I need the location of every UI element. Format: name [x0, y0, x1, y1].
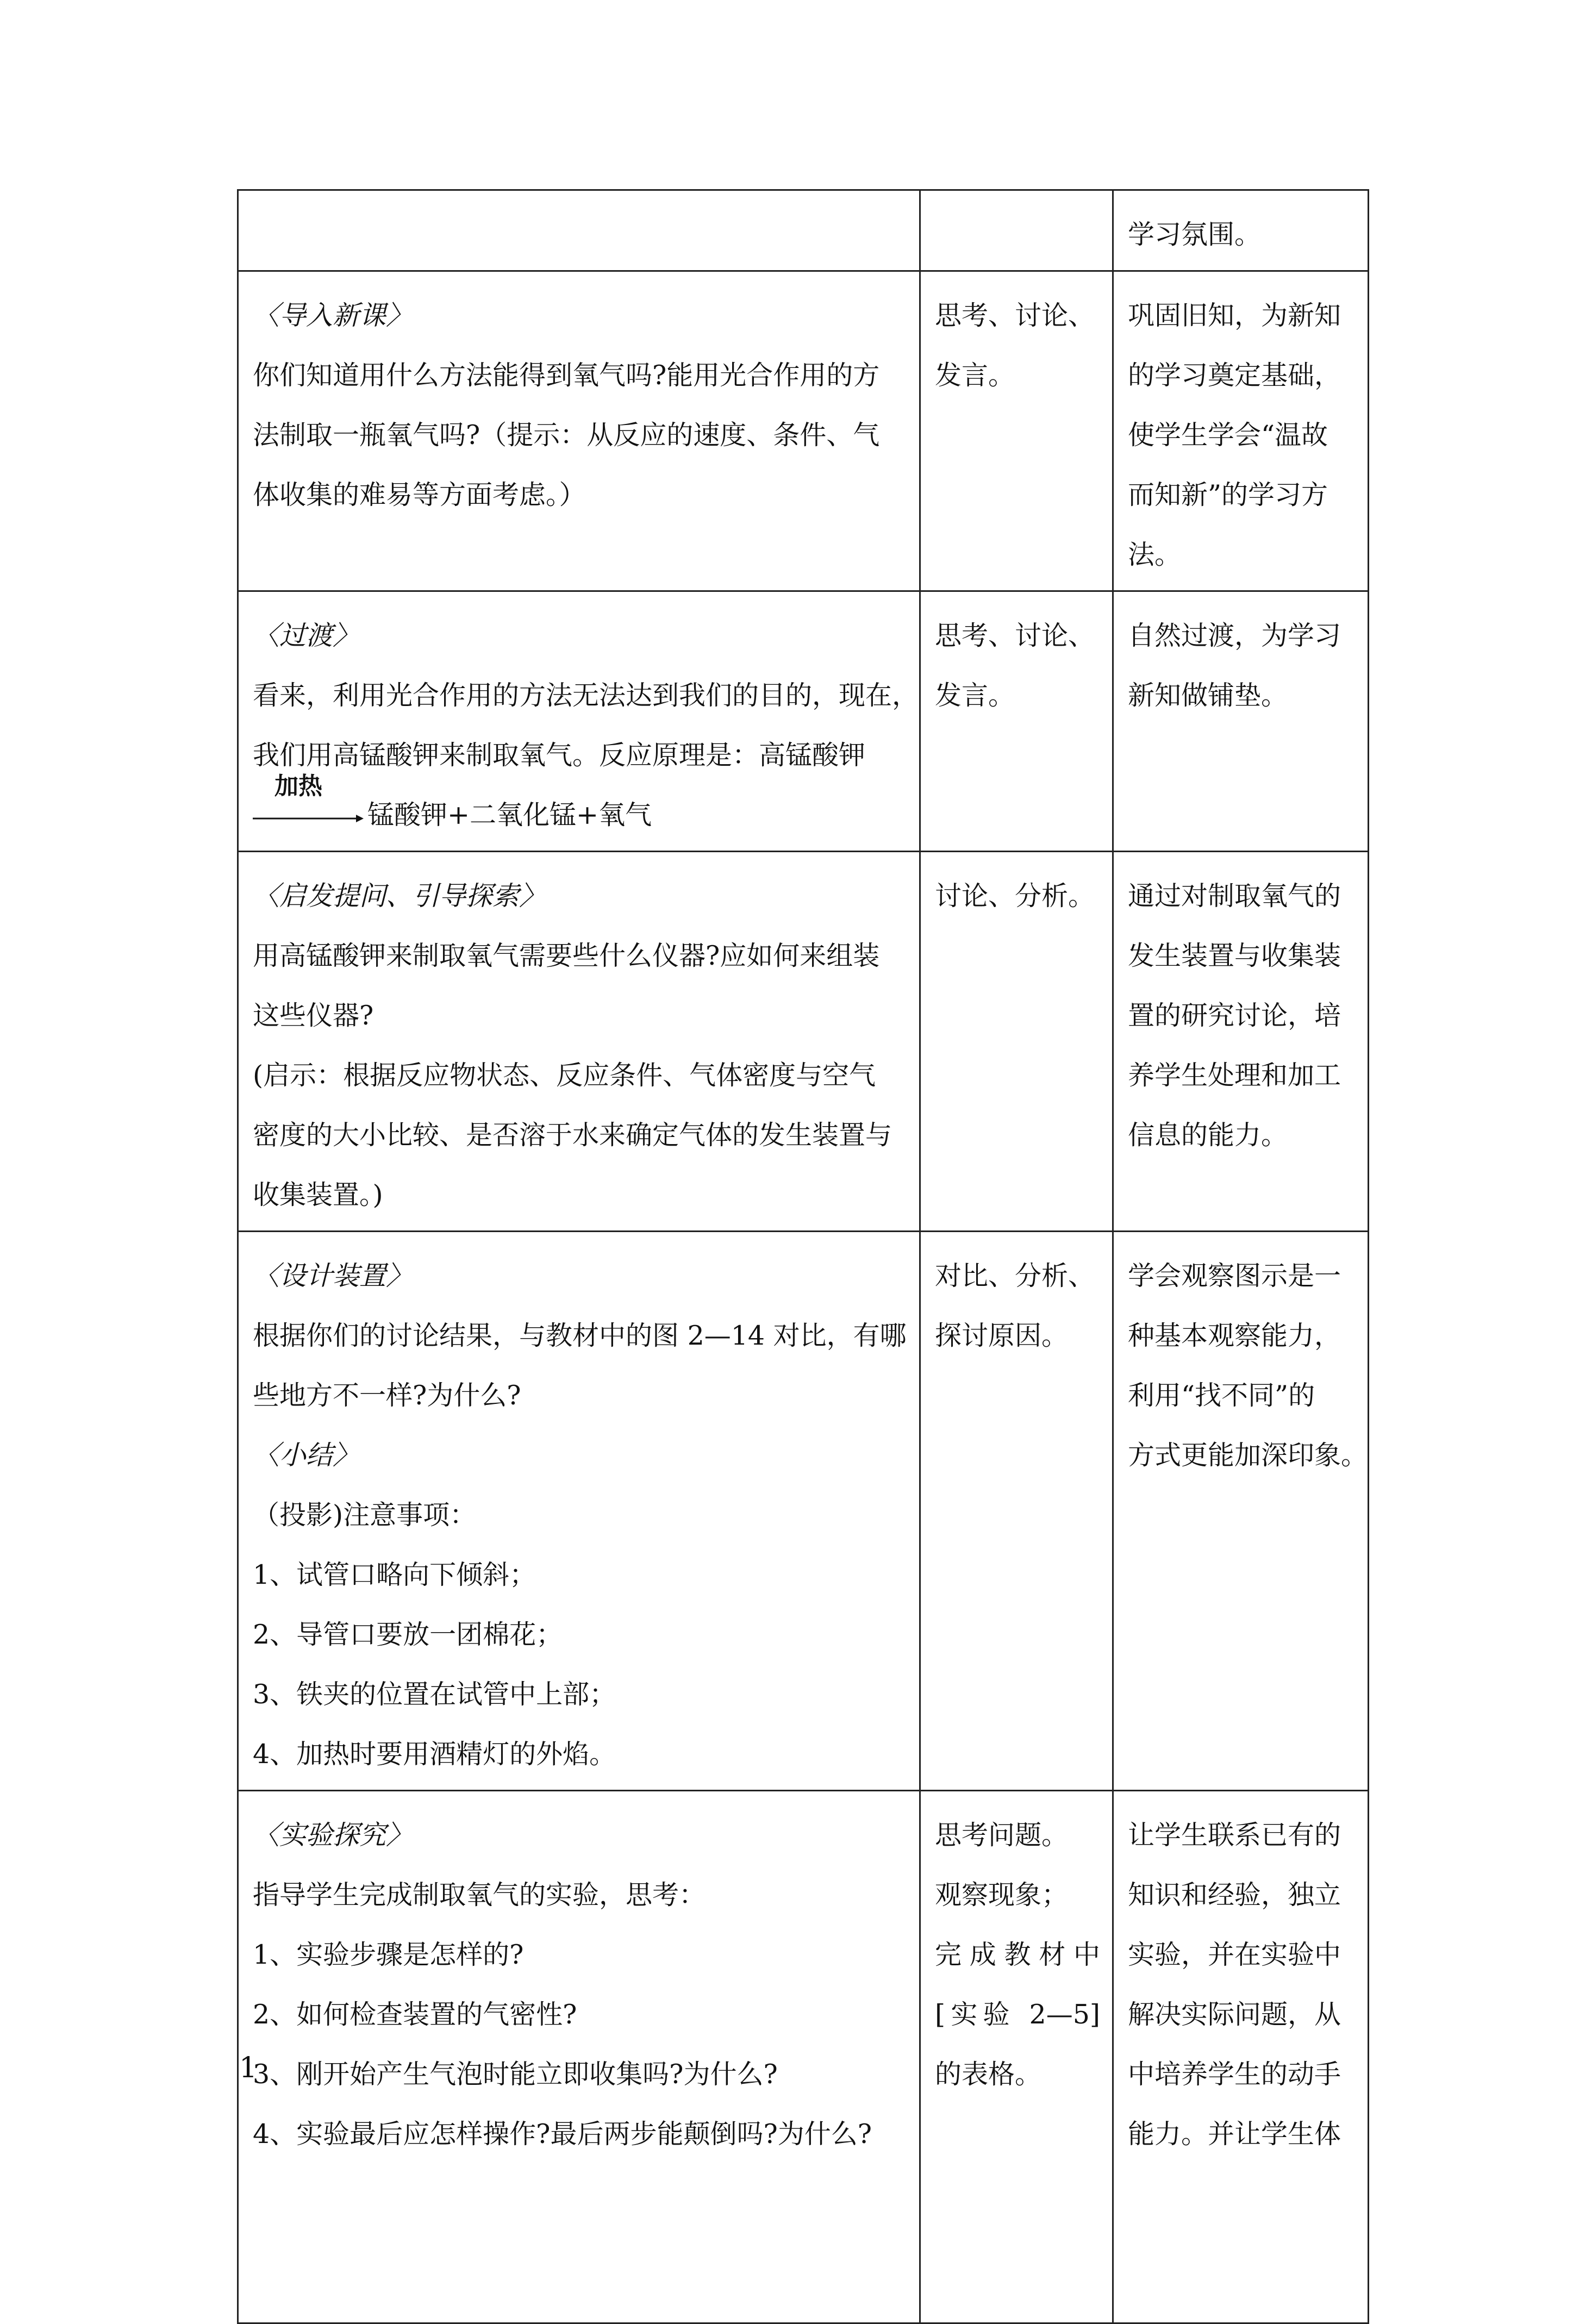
question-line: 2、如何检查装置的气密性?: [253, 1999, 577, 2030]
lesson-plan-table: [237, 189, 1369, 2324]
teacher-text-line: 指导学生完成制取氧气的实验，思考：: [253, 1879, 706, 1910]
teacher-text-line: 体收集的难易等方面考虑。）: [253, 479, 586, 510]
table-row: [238, 591, 1369, 852]
reaction-arrow: [253, 772, 364, 834]
reaction-products: 锰酸钾+二氧化锰+氧气: [367, 799, 652, 830]
intent-line: 自然过渡，为学习: [1128, 620, 1341, 651]
student-activity-cell: [920, 190, 1113, 271]
student-text-line: 观察现象；: [935, 1879, 1069, 1910]
design-intent-cell: [1113, 1232, 1369, 1791]
student-activity-cell: [920, 271, 1113, 591]
question-line: 1、实验步骤是怎样的?: [253, 1939, 524, 1970]
design-intent-cell: [1113, 271, 1369, 591]
right-arrow-icon: [253, 813, 364, 824]
student-text-line: 对比、分析、: [935, 1260, 1095, 1291]
intent-line: 的学习奠定基础，: [1128, 360, 1341, 391]
intent-line: 使学生学会“温故: [1128, 420, 1328, 451]
summary-line: 3、铁夹的位置在试管中上部；: [253, 1679, 616, 1710]
section-heading: 〈启发提问、引导探索〉: [253, 880, 546, 911]
intent-line: 让学生联系已有的: [1128, 1820, 1341, 1851]
student-text-line: 讨论、分析。: [935, 880, 1095, 911]
student-activity-cell: [920, 852, 1113, 1232]
student-text-line: 思考问题。: [935, 1820, 1069, 1851]
intent-line: 而知新”的学习方: [1128, 479, 1328, 510]
intent-line: 巩固旧知，为新知: [1128, 300, 1341, 331]
design-intent-cell: [1113, 1791, 1369, 2323]
table-row: [238, 1232, 1369, 1791]
intent-line: 解决实际问题，从: [1128, 1999, 1341, 2030]
page-number: 1: [239, 2052, 258, 2084]
summary-line: （投影)注意事项：: [253, 1500, 477, 1530]
teacher-text-line: (启示：根据反应物状态、反应条件、气体密度与空气: [253, 1060, 876, 1091]
teacher-text-line: 收集装置。): [253, 1179, 383, 1210]
table-row: [238, 190, 1369, 271]
intent-line: 学会观察图示是一: [1128, 1260, 1341, 1291]
intent-line: 种基本观察能力，: [1128, 1320, 1341, 1351]
student-text-line: 发言。: [935, 680, 1015, 711]
intent-line: 法。: [1128, 539, 1182, 570]
teacher-activity-cell: [238, 271, 920, 591]
teacher-text-line: 这些仪器?: [253, 1000, 374, 1031]
student-text-line: 思考、讨论、: [935, 620, 1095, 651]
section-heading: 〈设计装置〉: [253, 1260, 413, 1291]
student-text-line: [实验 2—5]: [935, 1999, 1100, 2030]
intent-line: 知识和经验，独立: [1128, 1879, 1341, 1910]
intent-line: 实验，并在实验中: [1128, 1939, 1341, 1970]
teacher-text-line: 你们知道用什么方法能得到氧气吗?能用光合作用的方: [253, 360, 880, 391]
summary-line: 1、试管口略向下倾斜；: [253, 1559, 536, 1590]
intent-line: 通过对制取氧气的: [1128, 880, 1341, 911]
teacher-text-line: 我们用高锰酸钾来制取氧气。反应原理是：高锰酸钾: [253, 740, 866, 771]
section-heading: 〈小结〉: [253, 1440, 360, 1471]
intent-line: 新知做铺垫。: [1128, 680, 1288, 711]
student-text-line: 完成教材中: [935, 1939, 1100, 1970]
design-intent-cell: [1113, 190, 1369, 271]
intent-line: 中培养学生的动手: [1128, 2059, 1341, 2090]
intent-line: 学习氛围。: [1128, 219, 1262, 250]
teacher-text-line: 根据你们的讨论结果，与教材中的图 2—14 对比，有哪: [253, 1320, 907, 1351]
intent-line: 置的研究讨论，培: [1128, 1000, 1341, 1031]
reaction-equation: [253, 772, 907, 845]
teacher-text-line: 些地方不一样?为什么?: [253, 1380, 521, 1411]
intent-line: 方式更能加深印象。: [1128, 1440, 1368, 1471]
student-text-line: 思考、讨论、: [935, 300, 1095, 331]
intent-line: 信息的能力。: [1128, 1120, 1288, 1151]
student-activity-cell: [920, 1791, 1113, 2323]
table-row: [238, 852, 1369, 1232]
teacher-text-line: 看来，利用光合作用的方法无法达到我们的目的，现在，: [253, 680, 919, 711]
student-text-line: 的表格。: [935, 2059, 1042, 2090]
section-heading: 〈导入新课〉: [253, 300, 413, 331]
design-intent-cell: [1113, 591, 1369, 852]
teacher-activity-cell: [238, 591, 920, 852]
intent-line: 能力。并让学生体: [1128, 2119, 1341, 2150]
question-line: 4、实验最后应怎样操作?最后两步能颠倒吗?为什么?: [253, 2119, 872, 2150]
teacher-activity-cell: [238, 1791, 920, 2323]
teacher-activity-cell: [238, 190, 920, 271]
teacher-text-line: 法制取一瓶氧气吗?（提示：从反应的速度、条件、气: [253, 420, 880, 451]
design-intent-cell: [1113, 852, 1369, 1232]
intent-line: 发生装置与收集装: [1128, 940, 1341, 971]
summary-line: 2、导管口要放一团棉花；: [253, 1619, 563, 1650]
student-activity-cell: [920, 591, 1113, 852]
question-line: 3、刚开始产生气泡时能立即收集吗?为什么?: [253, 2059, 778, 2090]
teacher-activity-cell: [238, 1232, 920, 1791]
intent-line: 养学生处理和加工: [1128, 1060, 1341, 1091]
table-row: [238, 1791, 1369, 2323]
student-text-line: 探讨原因。: [935, 1320, 1069, 1351]
student-text-line: 发言。: [935, 360, 1015, 391]
teacher-text-line: 用高锰酸钾来制取氧气需要些什么仪器?应如何来组装: [253, 940, 880, 971]
teacher-text-line: 密度的大小比较、是否溶于水来确定气体的发生装置与: [253, 1120, 892, 1151]
summary-line: 4、加热时要用酒精灯的外焰。: [253, 1739, 616, 1770]
arrow-condition-label: 加热: [274, 772, 322, 800]
intent-line: 利用“找不同”的: [1128, 1380, 1315, 1411]
section-heading: 〈实验探究〉: [253, 1820, 413, 1851]
table-row: [238, 271, 1369, 591]
teacher-activity-cell: [238, 852, 920, 1232]
section-heading: 〈过渡〉: [253, 620, 360, 651]
student-activity-cell: [920, 1232, 1113, 1791]
